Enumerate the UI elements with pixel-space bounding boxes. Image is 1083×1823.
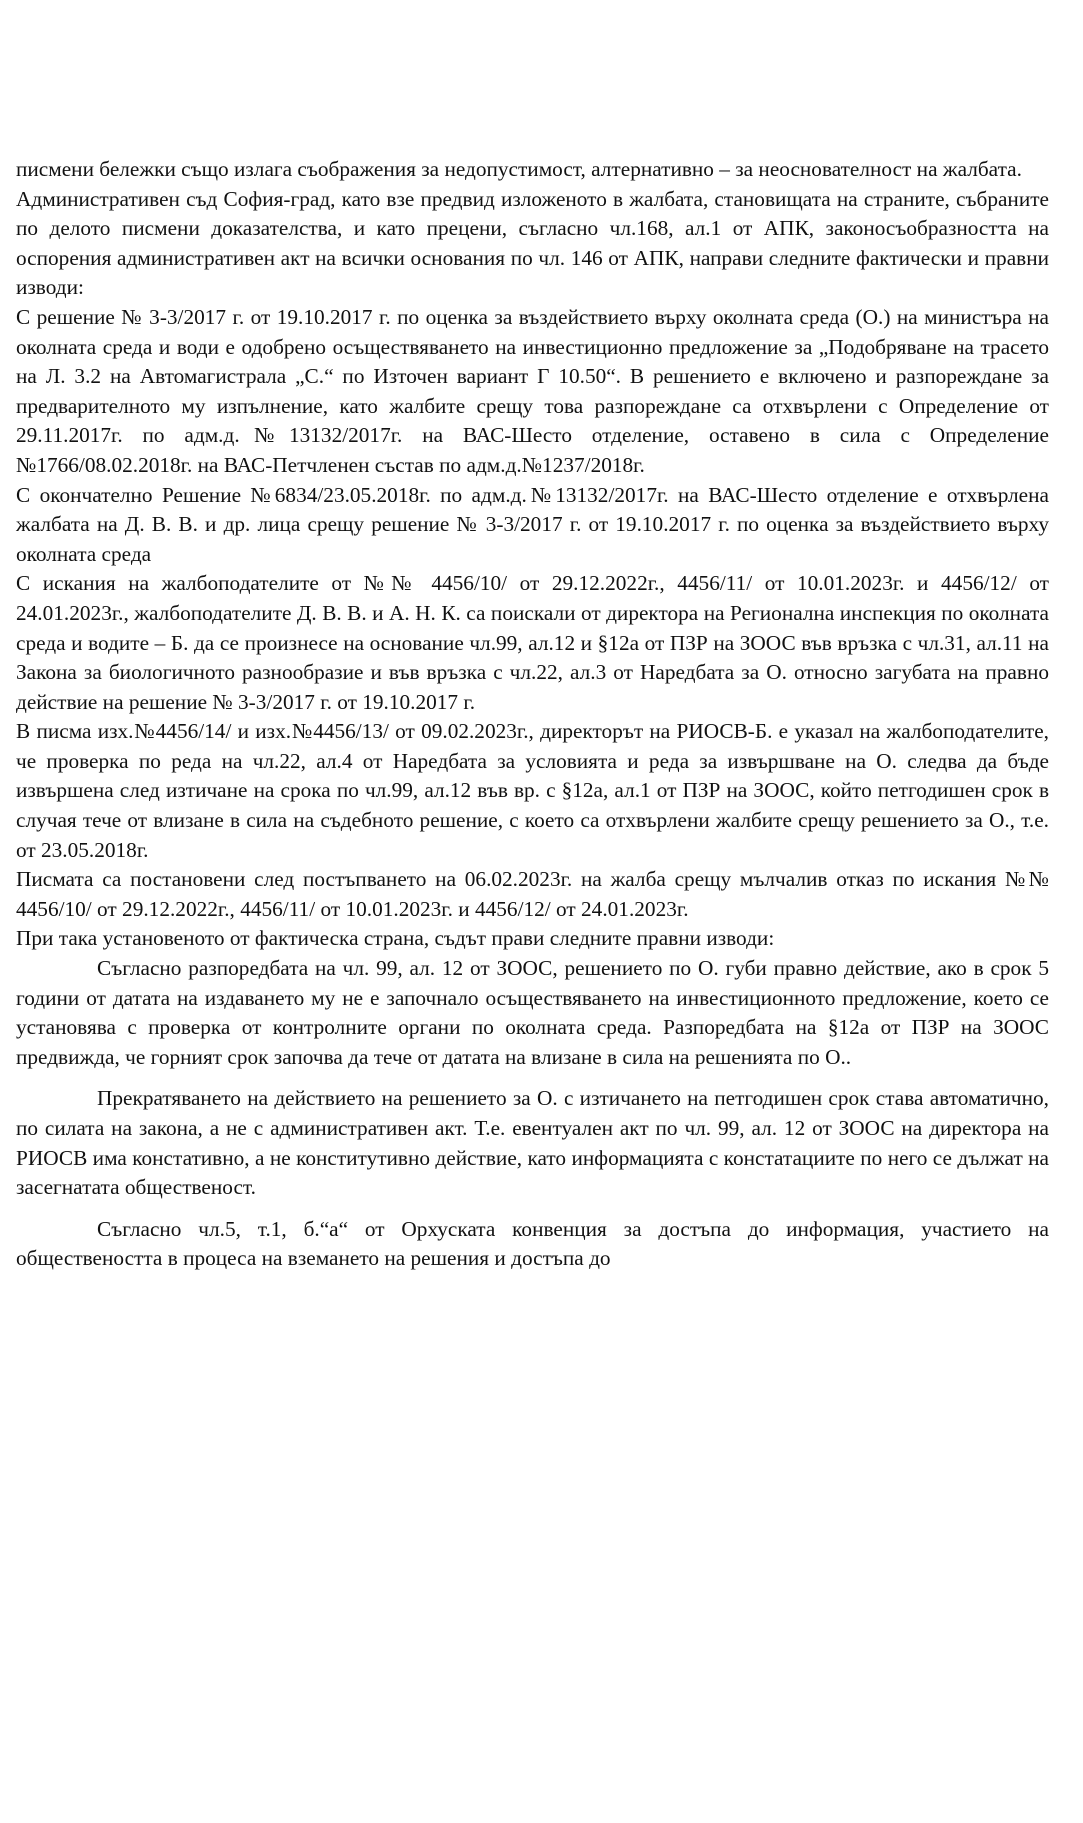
paragraph-automatic-termination: Прекратяването на действието на решението за О. с изтичането на петгодишен срок става автоматично, по силата на закона, а не с административен акт. Т.е. евентуален акт по чл. 99, ал. 12 от ЗООС на директора на РИОСВ има констативно, а не конститутивно действие, като информацията с констатациите по него се дължат на засегнатата общественост. [16, 1086, 1049, 1200]
paragraph-silent-refusal-complaint: Писмата са постановени след постъпването на 06.02.2023г. на жалба срещу мълчалив отказ по искания №№ 4456/10/ от 29.12.2022г., 4456/11/ от 10.01.2023г. и 4456/12/ от 24.01.2023г. [16, 867, 1049, 921]
paragraph-aarhus-convention: Съгласно чл.5, т.1, б.“а“ от Орхуската конвенция за достъпа до информация, участието на обществеността в процеса на вземането на решения и достъпа до [16, 1216, 1049, 1271]
paragraph-eia-decision: С решение № 3-3/2017 г. от 19.10.2017 г. по оценка за въздействието върху околната среда (О.) на министъра на околната среда и води е одобрено осъществяването на инвестиционно предложение за „Подобряване на трасето на Л. 3.2 на Автомагистрала „С.“ по Източен вариант Г 10.50“. В решението е включено и разпореждане за предварителното му изпълнение, като жалбите срещу това разпореждане са отхвърлени с Определение от 29.11.2017г. по адм.д.№13132/2017г. на ВАС-Шесто отделение, оставено в сила с Определение №1766/08.02.2018г. на ВАС-Петчленен състав по адм.д.№1237/2018г. [16, 304, 1049, 477]
paragraph-final-judgment: С окончателно Решение №6834/23.05.2018г. по адм.д.№13132/2017г. на ВАС-Шесто отделение е отхвърлена жалбата на Д. В. В. и др. лица срещу решение № 3-3/2017 г. от 19.10.2017 г. по оценка за въздействието върху околната среда [16, 482, 1049, 566]
paragraph-inadmissibility-objection: писмени бележки също излага съображения за недопустимост, алтернативно – за неоснователност на жалбата. [16, 157, 1022, 181]
paragraph-art99-provision: Съгласно разпоредбата на чл. 99, ал. 12 от ЗООС, решението по О. губи правно действие, ако в срок 5 години от датата на издаването му не е започнало осъществяването на инвестиционното предложение, което се установява с проверка от контролните органи по околната среда. Разпоредбата на §12а от ПЗР на ЗООС предвижда, че горният срок започва да тече от датата на влизане в сила на решенията по О.. [16, 956, 1049, 1069]
paragraph-legal-conclusions-intro: При така установеното от фактическа страна, съдът прави следните правни изводи: [16, 926, 775, 951]
paragraph-director-letters: В писма изх.№4456/14/ и изх.№4456/13/ от 09.02.2023г., директорът на РИОСВ-Б. е указал на жалбоподателите, че проверка по реда на чл.22, ал.4 от Наредбата за условията и реда за извършване на О. следва да бъде извършена след изтичане на срока по чл.99, ал.12 във вр. с §12а, ал.1 от ПЗР на ЗООС, който петгодишен срок в случая тече от влизане в сила на съдебното решение, с което са отхвърлени жалбите срещу решението за О., т.е. от 23.05.2018г. [16, 719, 1049, 862]
paragraph-appellant-requests: С искания на жалбоподателите от №№ 4456/10/ от 29.12.2022г., 4456/11/ от 10.01.2023г. и 4456/12/ от 24.01.2023г., жалбоподателите Д. В. В. и А. Н. К. са поискали от директора на Регионална инспекция по околната среда и водите – Б. да се произнесе на основание чл.99, ал.12 и §12а от ПЗР на ЗООС във връзка с чл.31, ал.11 на Закона за биологичното разнообразие и във връзка с чл.22, ал.3 от Наредбата за О. относно загубата на правно действие на решение № 3-3/2017 г. от 19.10.2017 г. [16, 571, 1049, 714]
document-page [16, 155, 1049, 1274]
paragraph-court-assessment: Административен съд София-град, като взе предвид изложеното в жалбата, становищата на страните, събраните по делото писмени доказателства, и като прецени, съгласно чл.168, ал.1 от АПК, законосъобразността на оспорения административен акт на всички основания по чл. 146 от АПК, направи следните фактически и правни изводи: [16, 186, 1049, 300]
